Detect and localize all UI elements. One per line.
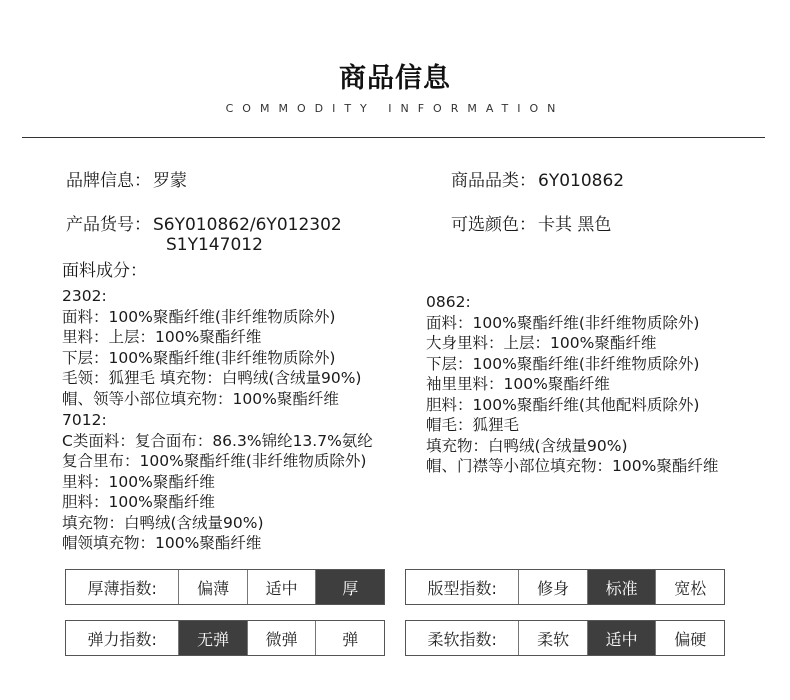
divider [22,137,765,138]
scale-option: 弹 [315,621,384,655]
fabric-line: 帽、领等小部位填充物：100%聚酯纤维 [62,389,339,408]
fabric-line: 大身里料：上层：100%聚酯纤维 [426,334,657,352]
fit-scale [405,569,725,605]
scale-label: 弹力指数: [87,629,157,649]
category-value: 6Y010862 [538,171,625,191]
fabric-line: 填充物：白鸭绒(含绒量90%) [62,513,264,532]
fabric-line: 0862: [426,293,471,311]
fabric-line: 7012: [62,411,107,429]
page-subtitle: COMMODITY INFORMATION [225,102,565,115]
softness-scale [405,620,725,656]
thickness-scale [65,569,385,605]
scale-label: 柔软指数: [427,629,497,649]
color-value: 卡其 黑色 [538,215,612,235]
scale-option: 柔软 [518,621,587,655]
scale-option: 微弹 [247,621,316,655]
sku-info [66,214,342,236]
scale-option: 厚 [315,570,384,604]
fabric-line: 下层：100%聚酯纤维(非纤维物质除外) [426,354,700,373]
fabric-line: 袖里里料：100%聚酯纤维 [426,375,610,393]
fabric-line: 帽、门襟等小部位填充物：100%聚酯纤维 [426,457,719,475]
fabric-line: 胆料：100%聚酯纤维 [62,493,215,511]
fabric-line: 面料：100%聚酯纤维(非纤维物质除外) [62,307,336,326]
brand-value: 罗蒙 [153,171,187,191]
color-info [451,214,611,236]
fabric-line: 面料：100%聚酯纤维(非纤维物质除外) [426,313,700,332]
fabric-line: 帽领填充物：100%聚酯纤维 [62,534,262,552]
brand-info [66,170,187,192]
fabric-line: 里料：上层：100%聚酯纤维 [62,328,262,346]
fabric-line: 帽毛：狐狸毛 [426,416,520,434]
fabric-line: 胆料：100%聚酯纤维(其他配料质除外) [426,395,700,414]
fabric-line: 填充物：白鸭绒(含绒量90%) [426,436,628,455]
fabric-line: C类面料：复合面布：86.3%锦纶13.7%氨纶 [62,431,373,450]
scale-option: 适中 [247,570,316,604]
category-label: 商品品类： [451,171,536,191]
scale-option: 宽松 [655,570,724,604]
scale-option: 无弹 [178,621,247,655]
elasticity-scale [65,620,385,656]
fabric-line: 毛领：狐狸毛 填充物：白鸭绒(含绒量90%) [62,369,362,387]
fabric-group-7012 [62,410,373,554]
fabric-group-0862 [426,292,718,477]
scale-option: 适中 [587,621,656,655]
sku-value-line1: S6Y010862/6Y012302 [153,215,342,235]
scale-option: 标准 [587,570,656,604]
brand-label: 品牌信息： [66,171,151,191]
fabric-line: 里料：100%聚酯纤维 [62,472,215,491]
sku-value-line2: S1Y147012 [166,235,263,255]
fabric-line: 下层：100%聚酯纤维(非纤维物质除外) [62,348,336,367]
scale-option: 偏硬 [655,621,724,655]
fabric-line: 2302: [62,287,107,305]
fabric-group-2302 [62,286,361,409]
scale-label: 厚薄指数: [87,578,157,598]
scale-option: 修身 [518,570,587,604]
category-info [451,170,624,192]
fabric-line: 复合里布：100%聚酯纤维(非纤维物质除外) [62,452,367,470]
color-label: 可选颜色： [451,215,536,235]
scale-label: 版型指数: [427,578,497,598]
sku-label: 产品货号： [66,215,151,235]
page-title: 商品信息 [339,63,451,94]
scale-option: 偏薄 [178,570,247,604]
fabric-heading: 面料成分： [62,261,147,281]
